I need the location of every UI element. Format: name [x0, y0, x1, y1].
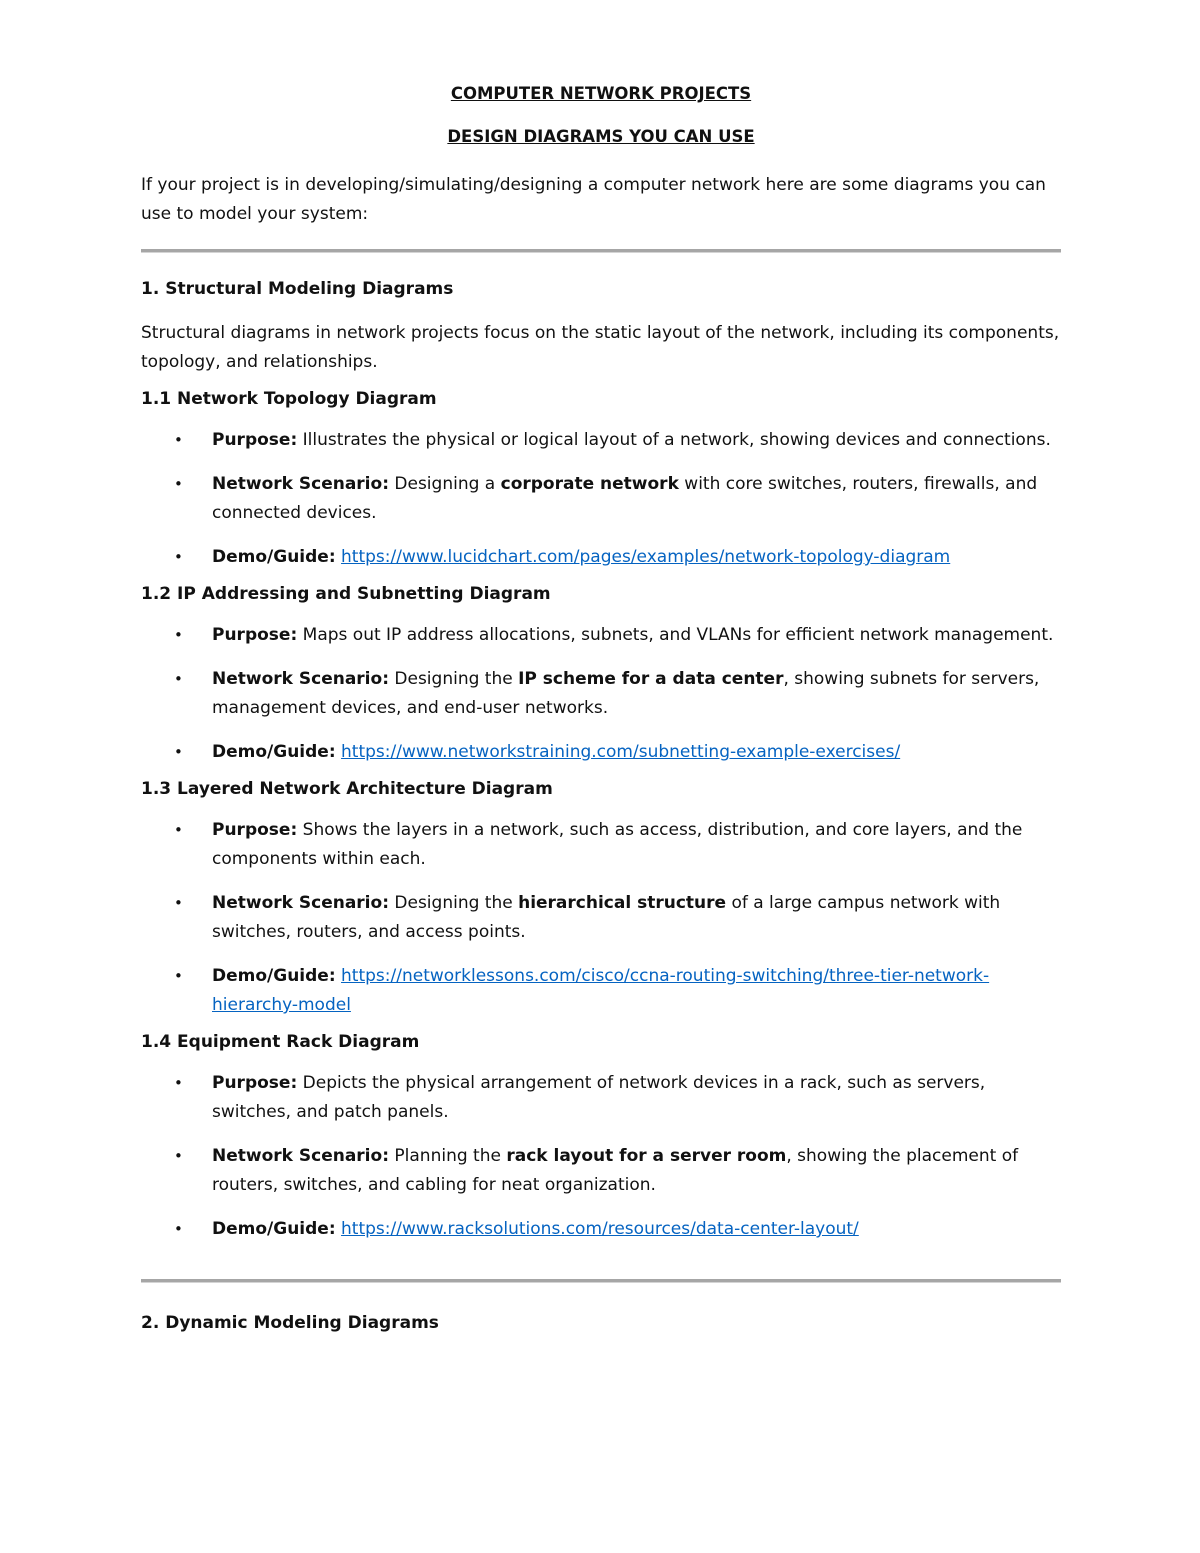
demo-link[interactable]: https://www.lucidchart.com/pages/examples/network-topology-diagram: [341, 547, 951, 567]
list-item: [141, 962, 1061, 1020]
horizontal-rule: [141, 249, 1061, 253]
list-item: [141, 889, 1061, 947]
scenario-label: Network Scenario:: [212, 669, 389, 689]
section-1-description: Structural diagrams in network projects focus on the static layout of the network, including its components, topology, and relationships.: [141, 323, 1060, 372]
demo-link[interactable]: https://www.networkstraining.com/subnetting-example-exercises/: [341, 742, 901, 762]
purpose-text: Illustrates the physical or logical layout of a network, showing devices and connections.: [297, 430, 1051, 450]
scenario-text: , showing subnets for servers, management devices, and end-user networks.: [212, 669, 1040, 718]
subsection-heading: 1.4 Equipment Rack Diagram: [141, 1032, 420, 1052]
scenario-emphasis: hierarchical structure: [518, 893, 727, 913]
list-item: [141, 621, 1061, 650]
subsection-heading: 1.1 Network Topology Diagram: [141, 389, 437, 409]
scenario-text: , showing the placement of routers, switches, and cabling for neat organization.: [212, 1146, 1019, 1195]
bullet-list: [141, 621, 1061, 767]
section-1-heading: 1. Structural Modeling Diagrams: [141, 279, 454, 299]
demo-label: Demo/Guide:: [212, 742, 336, 762]
purpose-label: Purpose:: [212, 430, 298, 450]
bullet-list: [141, 1069, 1061, 1244]
list-item: [141, 738, 1061, 767]
section-2-heading: 2. Dynamic Modeling Diagrams: [141, 1313, 439, 1333]
demo-label: Demo/Guide:: [212, 1219, 336, 1239]
demo-label: Demo/Guide:: [212, 547, 336, 567]
bullet-icon: •: [174, 626, 183, 644]
list-item: [141, 665, 1061, 723]
purpose-text: Depicts the physical arrangement of network devices in a rack, such as servers, switches, and patch panels.: [212, 1073, 986, 1122]
scenario-emphasis: IP scheme for a data center: [518, 669, 784, 689]
list-item: [141, 816, 1061, 874]
purpose-text: Shows the layers in a network, such as access, distribution, and core layers, and the components within each.: [212, 820, 1023, 869]
demo-link[interactable]: https://www.racksolutions.com/resources/data-center-layout/: [341, 1219, 859, 1239]
list-item: [141, 543, 1061, 572]
subsection-heading: 1.3 Layered Network Architecture Diagram: [141, 779, 553, 799]
document-subtitle: DESIGN DIAGRAMS YOU CAN USE: [447, 127, 755, 146]
bullet-icon: •: [174, 967, 183, 985]
bullet-icon: •: [174, 1220, 183, 1238]
scenario-label: Network Scenario:: [212, 1146, 389, 1166]
bullet-list: [141, 816, 1061, 1020]
bullet-icon: •: [174, 670, 183, 688]
scenario-label: Network Scenario:: [212, 474, 389, 494]
bullet-icon: •: [174, 1147, 183, 1165]
purpose-label: Purpose:: [212, 1073, 298, 1093]
purpose-label: Purpose:: [212, 625, 298, 645]
demo-label: Demo/Guide:: [212, 966, 336, 986]
scenario-emphasis: corporate network: [500, 474, 679, 494]
scenario-text: Planning the: [389, 1146, 507, 1166]
bullet-icon: •: [174, 743, 183, 761]
list-item: [141, 1069, 1061, 1127]
scenario-text: Designing the: [389, 669, 519, 689]
bullet-icon: •: [174, 894, 183, 912]
bullet-icon: •: [174, 821, 183, 839]
list-item: [141, 1142, 1061, 1200]
bullet-icon: •: [174, 548, 183, 566]
list-item: [141, 426, 1061, 455]
demo-link[interactable]: https://networklessons.com/cisco/ccna-routing-switching/three-tier-network-hierarchy-model: [212, 966, 990, 1015]
intro-paragraph: If your project is in developing/simulating/designing a computer network here are some diagrams you can use to model your system:: [141, 175, 1046, 224]
horizontal-rule: [141, 1279, 1061, 1283]
list-item: [141, 1215, 1061, 1244]
bullet-icon: •: [174, 475, 183, 493]
scenario-text: of a large campus network with switches, routers, and access points.: [212, 893, 1001, 942]
bullet-icon: •: [174, 1074, 183, 1092]
scenario-label: Network Scenario:: [212, 893, 389, 913]
document-title: COMPUTER NETWORK PROJECTS: [450, 84, 752, 103]
bullet-list: [141, 426, 1061, 572]
purpose-label: Purpose:: [212, 820, 298, 840]
scenario-emphasis: rack layout for a server room: [506, 1146, 787, 1166]
document-page: [141, 82, 1061, 1335]
scenario-text: with core switches, routers, firewalls, and connected devices.: [212, 474, 1038, 523]
subsection-heading: 1.2 IP Addressing and Subnetting Diagram: [141, 584, 551, 604]
list-item: [141, 470, 1061, 528]
scenario-text: Designing the: [389, 893, 519, 913]
purpose-text: Maps out IP address allocations, subnets, and VLANs for efficient network management.: [297, 625, 1054, 645]
scenario-text: Designing a: [389, 474, 501, 494]
bullet-icon: •: [174, 431, 183, 449]
